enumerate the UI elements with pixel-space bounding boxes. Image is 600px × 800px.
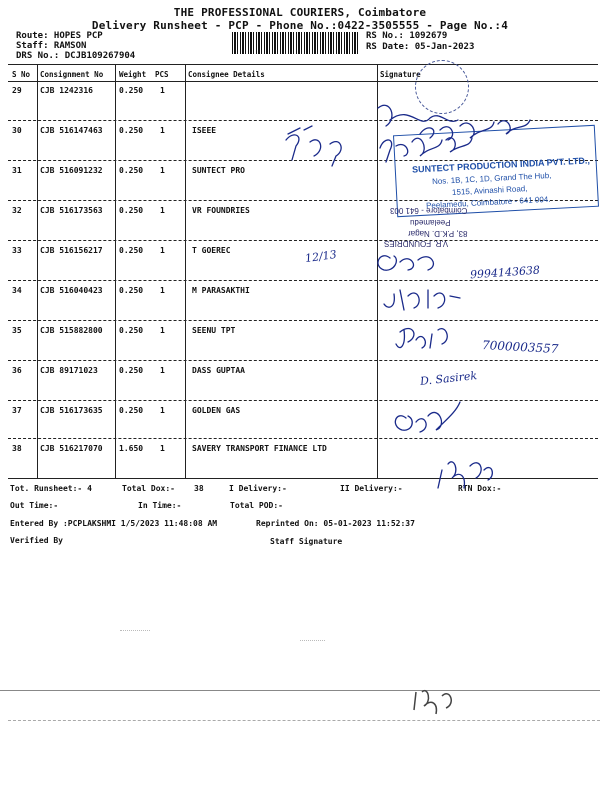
i-delivery: I Delivery:-: [229, 484, 287, 493]
row-consignment-no: CJB 516173563: [40, 206, 103, 215]
row-weight: 1.650: [119, 444, 144, 453]
row-consignment-no: CJB 516147463: [40, 126, 103, 135]
row-pcs: 1: [160, 406, 165, 415]
verified-by: Verified By: [10, 536, 63, 545]
row-pcs: 1: [160, 166, 165, 175]
total-dox-label: Total Dox:-: [122, 484, 175, 493]
entered-by: Entered By :PCPLAKSHMI 1/5/2023 11:48:08 AM: [10, 519, 218, 528]
row-weight: 0.250: [119, 206, 144, 215]
in-time: In Time:-: [138, 501, 182, 510]
column-divider: [37, 64, 38, 478]
document-title: THE PROFESSIONAL COURIERS, Coimbatore: [173, 6, 427, 19]
row-pcs: 1: [160, 126, 165, 135]
col-header-consignee: Consignee Details: [188, 70, 265, 79]
row-consignee: GOLDEN GAS: [192, 406, 241, 415]
row-consignee: SUNTECT PRO: [192, 166, 245, 175]
row-consignment-no: CJB 516091232: [40, 166, 103, 175]
stamp-address-line: Nos. 1B, 1C, 1D, Grand The Hub,: [431, 170, 552, 187]
mirrored-stamp-line: V.R. FOUNDRIES: [384, 239, 449, 248]
row-weight: 0.250: [119, 166, 144, 175]
ii-delivery: II Delivery:-: [340, 484, 403, 493]
drs-number: DRS No.: DCJB109267904: [16, 51, 136, 61]
row-consignee: SAVERY TRANSPORT FINANCE LTD: [192, 444, 327, 453]
tot-runsheet: Tot. Runsheet:- 4: [10, 484, 92, 493]
row-pcs: 1: [160, 366, 165, 375]
handwritten-phone: 9994143638: [469, 263, 541, 282]
row-pcs: 1: [160, 206, 165, 215]
row-weight: 0.250: [119, 126, 144, 135]
row-consignment-no: CJB 1242316: [40, 86, 93, 95]
row-weight: 0.250: [119, 86, 144, 95]
mirrored-stamp-line: 83, P.K.D. Nagar: [408, 229, 468, 238]
col-header-pcs: PCS: [155, 70, 169, 79]
column-divider: [185, 64, 186, 478]
row-pcs: 1: [160, 286, 165, 295]
col-header-consignment: Consignment No: [40, 70, 104, 79]
staff-signature-label: Staff Signature: [270, 537, 343, 546]
row-pcs: 1: [160, 444, 165, 453]
row-sno: 36: [12, 366, 22, 375]
rtn-dox: RTN Dox:-: [458, 484, 502, 493]
row-sno: 30: [12, 126, 22, 135]
stamp-company-name: SUNTECT PRODUCTION INDIA PVT. LTD.,: [411, 155, 591, 175]
handwritten-phone: 7000003557: [481, 338, 559, 356]
row-sno: 29: [12, 86, 22, 95]
row-pcs: 1: [160, 326, 165, 335]
row-sno: 31: [12, 166, 22, 175]
row-sno: 37: [12, 406, 22, 415]
table-top-rule: [8, 64, 598, 65]
row-pcs: 1: [160, 86, 165, 95]
barcode: [232, 32, 360, 54]
row-consignee: VR FOUNDRIES: [192, 206, 250, 215]
stamp-address-line: 1515, Avinashi Road,: [451, 184, 528, 197]
rs-date: RS Date: 05-Jan-2023: [366, 42, 475, 52]
col-header-signature: Signature: [380, 70, 421, 79]
route-label: Route: HOPES PCP: [16, 31, 103, 41]
col-header-weight: Weight: [119, 70, 147, 79]
scan-edge-line: [0, 690, 600, 691]
row-weight: 0.250: [119, 326, 144, 335]
row-consignee: DASS GUPTAA: [192, 366, 245, 375]
document-subtitle: Delivery Runsheet - PCP - Phone No.:0422-3505555 - Page No.:4: [91, 19, 509, 32]
row-consignment-no: CJB 89171023: [40, 366, 98, 375]
row-weight: 0.250: [119, 246, 144, 255]
handwritten-note: 12/13: [304, 247, 338, 266]
row-sno: 32: [12, 206, 22, 215]
row-weight: 0.250: [119, 366, 144, 375]
total-pod: Total POD:-: [230, 501, 283, 510]
row-consignee: M PARASAKTHI: [192, 286, 250, 295]
stamp-address-line: Peelamedu, Coimbatore - 641 004.: [425, 194, 551, 211]
faint-mark: [300, 640, 325, 641]
row-sno: 34: [12, 286, 22, 295]
col-header-sno: S No: [12, 70, 31, 79]
row-consignment-no: CJB 516040423: [40, 286, 103, 295]
table-header-rule: [8, 81, 598, 82]
row-consignee: ISEEE: [192, 126, 217, 135]
row-weight: 0.250: [119, 286, 144, 295]
bleed-through-scribble: [410, 688, 470, 716]
row-consignment-no: CJB 516173635: [40, 406, 103, 415]
rs-number: RS No.: 1092679: [366, 31, 448, 41]
row-weight: 0.250: [119, 406, 144, 415]
row-consignment-no: CJB 516156217: [40, 246, 103, 255]
faint-rule: [8, 720, 600, 721]
reprinted-on: Reprinted On: 05-01-2023 11:52:37: [256, 519, 415, 528]
signature-scribbles: [270, 100, 600, 500]
faint-mark: [120, 630, 150, 631]
row-sno: 35: [12, 326, 22, 335]
row-sno: 38: [12, 444, 22, 453]
mirrored-stamp-line: Peelamedu: [410, 218, 451, 227]
out-time: Out Time:-: [10, 501, 59, 510]
row-consignment-no: CJB 515882800: [40, 326, 103, 335]
handwritten-signature-name: D. Sasirek: [419, 369, 478, 388]
staff-label: Staff: RAMSON: [16, 41, 87, 51]
column-divider: [115, 64, 116, 478]
row-sno: 33: [12, 246, 22, 255]
row-consignee: T GOEREC: [192, 246, 231, 255]
total-dox-value: 38: [194, 484, 204, 493]
mirrored-stamp-line: Coimbatore - 641 003: [390, 206, 468, 215]
row-consignee: SEENU TPT: [192, 326, 236, 335]
row-consignment-no: CJB 516217070: [40, 444, 103, 453]
row-pcs: 1: [160, 246, 165, 255]
